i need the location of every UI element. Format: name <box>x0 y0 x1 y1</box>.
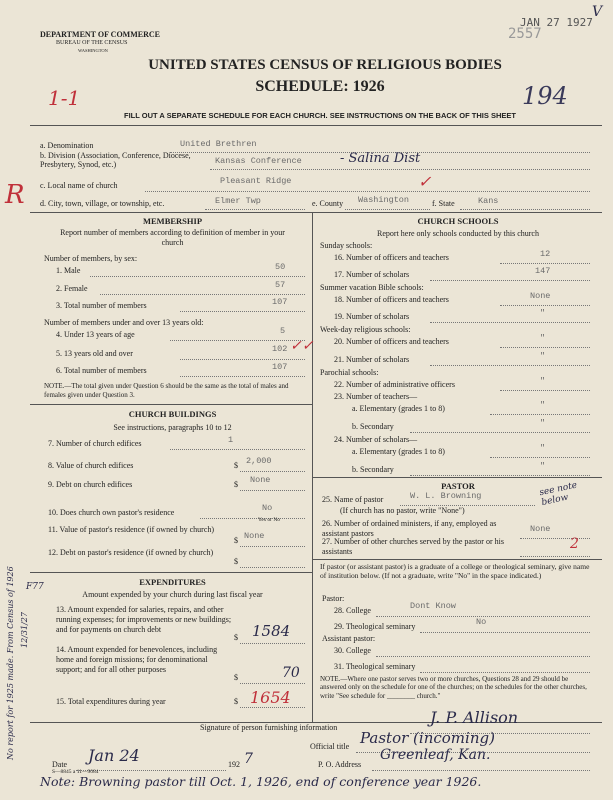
county-value: Washington <box>358 195 410 205</box>
total-by-age-label: 6. Total number of members <box>56 366 147 375</box>
buildings-subheading: See instructions, paragraphs 10 to 12 <box>113 423 232 432</box>
right-reference-number: 194 <box>522 82 568 110</box>
college-label: 28. College <box>334 606 371 615</box>
division-handwritten: - Salina Dist <box>340 151 421 166</box>
official-title-value: Pastor (incoming) <box>360 729 495 747</box>
county-label: e. County <box>312 199 344 208</box>
sunday-scholars-value: 147 <box>535 266 551 276</box>
summer-scholars-label: 19. Number of scholars <box>334 312 410 321</box>
scholars-label: 24. Number of scholars— <box>334 435 418 444</box>
pastor-note: NOTE.—Where one pastor serves two or more churches, Questions 28 and 29 should be answered only on the schedule for one of the churches; on the schedules for the other churches, write "See schedule for ________ church." <box>320 675 587 700</box>
seminary-label: 29. Theological seminary <box>334 622 416 631</box>
summer-scholars-value: " <box>540 308 546 318</box>
parochial-schools-label: Parochial schools: <box>320 368 379 377</box>
margin-note: No report for 1925 made. From Census of 1926 <box>6 566 15 760</box>
assistant-seminary-label: 31. Theological seminary <box>334 662 416 671</box>
weekday-officers-label: 20. Number of officers and teachers <box>334 337 449 346</box>
pastor-sub-label: Pastor: <box>322 594 345 603</box>
owns-residence-value: No <box>262 503 273 513</box>
members-by-sex-label: Number of members, by sex: <box>44 254 138 263</box>
signature-label: Signature of person furnishing information <box>200 723 338 732</box>
dollar-sign: $ <box>234 461 238 470</box>
residence-value-amount: None <box>244 531 265 541</box>
schools-intro: Report here only schools conducted by this church <box>377 229 539 238</box>
membership-note: NOTE.—The total given under Question 6 should be the same as the total of males and females given under Question 3. <box>44 382 289 399</box>
division-label: b. Division (Association, Conference, Diocese, Presbytery, Synod, etc.) <box>40 151 191 169</box>
female-label: 2. Female <box>56 284 88 293</box>
expenditures-heading: EXPENDITURES <box>139 577 206 587</box>
denomination-label: a. Denomination <box>40 141 94 150</box>
edifices-value-amount: 2,000 <box>246 456 272 466</box>
state-value: Kans <box>478 196 499 206</box>
total-members-value: 107 <box>272 297 288 307</box>
total-members-label: 3. Total number of members <box>56 301 147 310</box>
schedule-year: SCHEDULE: 1926 <box>255 78 385 95</box>
form-title: UNITED STATES CENSUS OF RELIGIOUS BODIES <box>148 57 502 73</box>
left-reference-number: 1-1 <box>48 86 81 110</box>
official-title-label: Official title <box>310 742 350 751</box>
state-label: f. State <box>432 199 455 208</box>
margin-date: 12/31/27 <box>20 612 29 648</box>
pastor-name-value: W. L. Browning <box>410 491 482 501</box>
footnote-handwritten: Note: Browning pastor till Oct. 1, 1926, end of conference year 1926. <box>40 774 482 789</box>
members-by-age-label: Number of members under and over 13 years old: <box>44 318 204 327</box>
male-label: 1. Male <box>56 266 81 275</box>
received-date-stamp: JAN 27 1927 <box>520 16 593 29</box>
membership-intro: Report number of members according to definition of member in your church <box>60 228 285 247</box>
separate-schedule-instruction: FILL OUT A SEPARATE SCHEDULE FOR EACH CHURCH. SEE INSTRUCTIONS ON THE BACK OF THIS SHEET <box>124 111 516 120</box>
weekday-scholars-label: 21. Number of scholars <box>334 355 410 364</box>
teachers-label: 23. Number of teachers— <box>334 392 418 401</box>
admin-officers-label: 22. Number of administrative officers <box>334 380 455 389</box>
local-name-value: Pleasant Ridge <box>220 176 292 186</box>
male-value: 50 <box>275 262 286 272</box>
membership-heading: MEMBERSHIP <box>142 216 203 226</box>
stamp-number: 2557 <box>508 26 542 42</box>
sunday-schools-label: Sunday schools: <box>320 241 373 250</box>
margin-code: F77 <box>26 582 44 592</box>
sunday-scholars-label: 17. Number of scholars <box>334 270 410 279</box>
total-by-age-value: 107 <box>272 362 288 372</box>
running-expenses-label: 13. Amount expended for salaries, repairs, and other running expenses; for improvements or new buildings; and for payments on church debt <box>56 605 232 634</box>
running-expenses-value: 1584 <box>252 622 291 640</box>
summer-officers-value: None <box>530 291 551 301</box>
edifices-debt-label: 9. Debt on church edifices <box>48 480 133 489</box>
over-13-value: 102 <box>272 344 288 354</box>
summer-officers-label: 18. Number of officers and teachers <box>334 295 449 304</box>
residence-value-label: 11. Value of pastor's residence (if owned by church) <box>48 525 215 534</box>
city-town-value: Elmer Twp <box>215 196 261 206</box>
department-label: DEPARTMENT OF COMMERCE <box>40 30 161 39</box>
residence-debt-label: 12. Debt on pastor's residence (if owned by church) <box>48 548 214 557</box>
sunday-officers-label: 16. Number of officers and teachers <box>334 253 449 262</box>
year-prefix: 192 <box>228 760 240 769</box>
admin-officers-value: " <box>540 376 546 386</box>
yes-or-no-hint: Yes or No <box>258 517 281 523</box>
form-number: S—8845 a 11—9084 <box>52 769 99 775</box>
weekday-schools-label: Week-day religious schools: <box>320 325 411 334</box>
scholars-secondary-value: " <box>540 461 546 471</box>
scholars-secondary-label: b. Secondary <box>352 465 394 474</box>
census-schedule-sheet: DEPARTMENT OF COMMERCE BUREAU OF THE CENSUS WASHINGTON JAN 27 1927 2557 V UNITED STATES CENSUS OF RELIGIOUS BODIES SCHEDULE: 1926 1-1 194 FILL OUT A SEPARATE SCHEDULE FOR EACH CHURCH. SEE INSTRUCTIONS ON THE BACK OF THIS SHEET a. Denomination United Brethren b. Division (Association, Conference, Diocese, Presbytery, Synod, etc.) Kansas Conference - Salina Dist R c. Local name of church Pleasant Ridge ✓ d. City, town, village, or township, etc. Elmer Twp e. County Washington f. State Kans MEMBERSHIP Report number of members according to definition of member in your church Number of members, by sex: 1. Male 50 2. Female 57 3. Total number of members 107 Number of members under and over 13 years old: 4. Under 13 years of age 5 5. 13 years old and over 102 ✓✓ 6. Total number of members 107 NOTE.—The total given under Question 6 should be the same as the total of males and females given under Question 3. CHURCH BUILDINGS See instructions, paragraphs 10 to 12 7. Number of church edifices 1 8. Value of church edifices $ 2,000 9. Debt on church edifices $ None 10. Does church own pastor's residence No Yes or No 11. Value of pastor's residence (if owned by church) $ None 12. Debt on pastor's residence (if owned by church) $ EXPENDITURES Amount expended by your church during last fiscal year 13. Amount expended for salaries, repairs, and other running expenses; for improvements or new buildings; and for payments on church debt $ 1584 14. Amount expended for benevolences, including home and foreign missions; for denominational support; and for all other purposes $ 70 15. Total expenditures during year $ 1654 No report for 1925 made. From Census of 1926 12/31/27 F77 CHURCH SCHOOLS Report here only schools conducted by this church Sunday schools: 16. Number of officers and teachers 12 17. Number of scholars 147 Summer vacation Bible schools: 18. Number of officers and teachers None 19. Number of scholars " Week-day religious schools: 20. Number of officers and teachers " 21. Number of scholars " Parochial schools: 22. Number of administrative officers " 23. Number of teachers— a. Elementary (grades 1 to 8) " b. Secondary " 24. Number of scholars— a. Elementary (grades 1 to 8) " b. Secondary " PASTOR 25. Name of pastor W. L. Browning see note below (If church has no pastor, write "None") 26. Number of ordained ministers, if any, employed as assistant pastors None 27. Number of other churches served by the pastor or his assistants 2 If pastor (or assistant pastor) is a graduate of a college or theological seminary, give name of institution below. (If not a graduate, write "No" in the space indicated.) Pastor: 28. College Dont Know 29. Theological seminary No Assistant pastor: 30. College 31. Theological seminary NOTE.—Where one pastor serves two or more churches, Questions 28 and 29 should be answered only on the schedule for one of the churches; on the schedules for the other churches, write "See schedule for ________ church." Signature of person furnishing information J. P. Allison Official title Pastor (incoming) Date Jan 24 192 7 P. O. Address Greenleaf, Kan. S—8845 a 11—9084 Note: Browning pastor till Oct. 1, 1926, end of conference year 1926. <box>0 0 613 800</box>
buildings-heading: CHURCH BUILDINGS <box>128 409 217 419</box>
weekday-officers-value: " <box>540 333 546 343</box>
assistant-ministers-label: 26. Number of ordained ministers, if any, employed as assistant pastors <box>322 519 497 538</box>
city-town-label: d. City, town, village, or township, etc. <box>40 199 165 208</box>
assistant-ministers-value: None <box>530 524 551 534</box>
margin-letter: R <box>5 180 25 210</box>
teachers-elementary-label: a. Elementary (grades 1 to 8) <box>352 404 445 413</box>
date-label: Date <box>52 760 68 769</box>
teachers-secondary-label: b. Secondary <box>352 422 394 431</box>
college-value: Dont Know <box>410 601 456 611</box>
assistant-college-label: 30. College <box>334 646 371 655</box>
schools-heading: CHURCH SCHOOLS <box>417 216 499 226</box>
owns-residence-label: 10. Does church own pastor's residence <box>48 508 175 517</box>
summer-schools-label: Summer vacation Bible schools: <box>320 283 424 292</box>
date-value: Jan 24 <box>88 746 140 765</box>
edifices-count-value: 1 <box>228 435 234 445</box>
total-expenditures-label: 15. Total expenditures during year <box>56 697 166 706</box>
pastor-name-label: 25. Name of pastor <box>322 495 384 504</box>
signature-value: J. P. Allison <box>430 708 519 727</box>
under-13-value: 5 <box>280 326 286 336</box>
edifices-count-label: 7. Number of church edifices <box>48 439 142 448</box>
city-label: WASHINGTON <box>78 48 108 53</box>
under-13-label: 4. Under 13 years of age <box>56 330 135 339</box>
college-intro: If pastor (or assistant pastor) is a graduate of a college or theological seminary, give name of institution below. (If not a graduate, write "No" in the space indicated.) <box>320 562 590 580</box>
scholars-elementary-label: a. Elementary (grades 1 to 8) <box>352 447 445 456</box>
pastor-name-note: see note below <box>538 480 579 509</box>
year-value: 7 <box>244 751 253 767</box>
benevolences-value: 70 <box>282 665 300 681</box>
over-13-label: 5. 13 years old and over <box>56 349 133 358</box>
local-name-label: c. Local name of church <box>40 181 118 190</box>
teachers-secondary-value: " <box>540 418 546 428</box>
bureau-label: BUREAU OF THE CENSUS <box>56 40 128 46</box>
seminary-value: No <box>476 617 487 627</box>
total-expenditures-value: 1654 <box>250 688 291 707</box>
other-churches-value: 2 <box>570 536 579 552</box>
pastor-heading: PASTOR <box>441 481 475 491</box>
po-address-value: Greenleaf, Kan. <box>380 747 491 763</box>
teachers-elementary-value: " <box>540 400 546 410</box>
division-value: Kansas Conference <box>215 156 302 166</box>
denomination-value: United Brethren <box>180 139 257 149</box>
po-address-label: P. O. Address <box>318 760 362 769</box>
pastor-name-hint: (If church has no pastor, write "None") <box>340 506 465 515</box>
benevolences-label: 14. Amount expended for benevolences, including home and foreign missions; for denominational support; and for all other purposes <box>56 645 218 674</box>
expenditures-subheading: Amount expended by your church during last fiscal year <box>82 590 263 599</box>
edifices-value-label: 8. Value of church edifices <box>48 461 134 470</box>
sunday-officers-value: 12 <box>540 249 551 259</box>
other-churches-label: 27. Number of other churches served by the pastor or his assistants <box>322 537 504 556</box>
assistant-pastor-label: Assistant pastor: <box>322 634 376 643</box>
edifices-debt-value: None <box>250 475 271 485</box>
female-value: 57 <box>275 280 286 290</box>
scholars-elementary-value: " <box>540 443 546 453</box>
check-mark: V <box>592 4 603 20</box>
weekday-scholars-value: " <box>540 351 546 361</box>
